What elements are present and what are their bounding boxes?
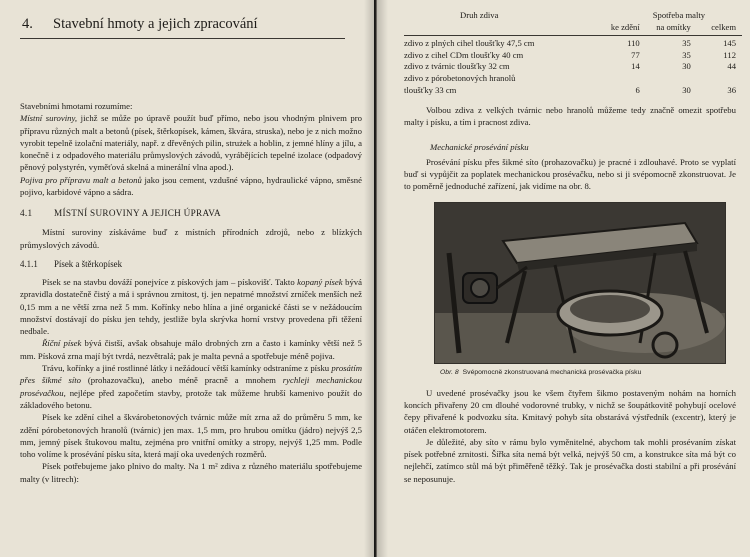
header-na-omitky: na omítky	[656, 21, 691, 32]
header-spotreba-malty: Spotřeba malty	[652, 10, 706, 20]
subsection-title: Písek a štěrkopísek	[54, 258, 123, 269]
cell-zdeni	[591, 73, 640, 85]
paragraph-kopany-pisek	[20, 276, 362, 337]
intro-text-2: jako jsou cement, vzdušné vápno, hydraulické vápno, směsné pojivo, karbidové vápno a sádra.	[20, 174, 362, 198]
chapter-title: Stavební hmoty a jejich zpracování	[53, 16, 258, 32]
photo-sieve-machine	[434, 202, 726, 364]
intro-term-1: Místní suroviny,	[20, 113, 78, 124]
table-row	[404, 38, 736, 50]
section-title: MÍSTNÍ SUROVINY A JEJICH ÚPRAVA	[54, 208, 221, 219]
cell-celkem	[691, 73, 736, 85]
section-number: 4.1	[20, 208, 33, 219]
cell-druh: zdivo z cihel CDm tloušťky 40 cm	[404, 49, 524, 60]
caption-text: Svépomocně zkonstruovaná mechanická prosévačka písku	[462, 368, 642, 376]
cell-zdeni: 6	[635, 84, 640, 95]
term-mechanicka-prosevacka: rychleji mechanickou prosévačkou,	[20, 375, 362, 398]
paragraph-zrnitost: Písek ke zdění cihel a škvárobetonových tvárnic může mít zrna až do průměru 5 mm, ke zdění pórobetonových hranolů (tvárnic) jen max. 1,5 mm, pro hrubou omítku (jádro) nejvýš 2,5 mm, jemný písek štukovou maltu, zejména pro vnitřní omítky a stropy, nejvýš 1,25 mm. Podle toho volíme k prosévání písku síta, která mají oka uvedených rozměrů.	[20, 412, 362, 460]
term-kopany-pisek: kopaný písek	[297, 276, 343, 287]
paragraph-sito: Je důležité, aby síto v rámu bylo vyměnitelné, abychom tak mohli prosévaním získat písek potřebné zrnitosti. Šířka síta nemá být velká, nejvýš 50 cm, a konstrukce síta má být co nejlehčí, zatímco stůl má být přiměřeně těžký. Tak je prosévačka dosti stabilní a při prosévání se neposunuje.	[404, 436, 736, 484]
cell-omitky: 30	[682, 61, 691, 72]
term-sikme-sito: prosátím přes šikmé síto	[20, 363, 362, 386]
intro-text-1: jichž se může po úpravě použít buď přímo, nebo jsou vhodným plnivem pro přípravu různých malt a betonů (písek, štěrkopísek, kámen, škvára, struska), nebo je z nich možno vyrobit tepelně izolační materiály, např. z dřevěných pilin, strużek a hoblin, z jemné hlíny a jílu, a konečně i z odpadového materiálu průmyslových závodů, vyrábějících tepelné izolace (odpadový pěnový polystyrén, vyměťová skelná a minerální vlna apod.).	[20, 113, 362, 173]
intro-heading: Stavebními hmotami rozumíme:	[20, 101, 133, 111]
text-fragment: bývá čistší, avšak obsahuje málo drobných zrn a často i kamínky větší než 5 mm. Písková zrna mají být tvrdá, nezvětralá; pak je malta pevná a spotřebuje méně pojiva.	[20, 338, 362, 361]
subsection-number: 4.1.1	[20, 258, 38, 269]
cell-druh: zdivo z plných cihel tloušťky 47,5 cm	[404, 38, 535, 49]
intro-paragraph-1	[20, 112, 362, 173]
paragraph-ricni-pisek	[20, 337, 362, 362]
chapter-heading	[22, 16, 362, 33]
cell-celkem: 145	[723, 38, 736, 49]
subheading-mechanicke-prosevani: Mechanické prosévání písku	[430, 141, 529, 152]
intro-term-2: Pojiva pro přípravu malt a betonů	[20, 174, 142, 185]
cell-omitky: 35	[682, 49, 691, 60]
paragraph-after-table: Volbou zdiva z velkých tvárnic nebo hranolů můžeme tedy značně omezit spotřebu malty i písku, a tím i pracnost zdiva.	[404, 105, 736, 128]
cell-celkem: 44	[727, 61, 736, 72]
cell-omitky	[640, 73, 691, 85]
table-body	[404, 38, 736, 96]
left-page	[0, 0, 374, 557]
text-fragment: bývá zpravidla dostatečně čistý a má i správnou zrnitost, tj. jen nepatrné množství zrníček menších než 0,15 mm a ne větší zrna než 5 mm. Kořínky nebo hlína a jiné organické části se v nežádoucím množství dostávají do písku jen tehdy, jestliže byla skrývka horní vrstvy provedena při těžení nedbale.	[20, 276, 362, 337]
cell-celkem: 36	[727, 84, 736, 95]
text-fragment: nejlépe před započetím stavby, protože tak můžeme hrubší kamenivo použít do základového betonu.	[20, 387, 362, 410]
intro-paragraph-2	[20, 174, 362, 199]
cell-omitky: 35	[682, 38, 691, 49]
cell-druh: zdivo z pórobetonových hranolů	[404, 72, 516, 83]
text-fragment: (prohazovačku), anebo méně pracně a mnohem	[81, 375, 283, 386]
table-row	[404, 61, 736, 73]
table-row	[404, 73, 736, 85]
cell-zdeni: 77	[631, 49, 640, 60]
text-fragment: Trávu, kořínky a jiné rostlinné látky i nežádoucí větší kamínky odstraníme z písku	[42, 363, 332, 374]
sieve-machine-illustration	[435, 203, 725, 363]
table-header-row	[404, 10, 736, 22]
header-celkem: celkem	[711, 21, 736, 32]
chapter-number: 4.	[22, 16, 33, 32]
cell-druh: tloušťky 33 cm	[404, 84, 457, 95]
term-ricni-pisek: Říční písek	[42, 338, 82, 349]
mortar-consumption-table	[404, 10, 736, 96]
caption-label: Obr. 8	[440, 368, 459, 376]
paragraph-popis-prosevacky: U uvedené prosévačky jsou ke všem čtyřem šikmo postaveným nohám na horních koncích přivařeny 20 cm dlouhé vodorovné trubky, v nichž se šoupátkovitě pohybují ocelové čepy přivařené k podvozku síta. Kmitavý pohyb síta obstarává výstředník (excentr), který je otáčen elektromotorem.	[404, 387, 736, 435]
paragraph-prosevani-pisku: Prosévání písku přes šikmé síto (prohazovačku) je pracné i zdlouhavé. Proto se vyplatí buď si vypůjčit za poplatek mechanickou prosévačku, nebo si ji svépomocně zkonstruovat. Je to poměrně jednoduché zařízení, jak vidíme na obr. 8.	[404, 156, 736, 192]
table-subheader-row	[404, 22, 736, 34]
right-page	[376, 0, 750, 557]
header-ke-zdeni: ke zdění	[610, 21, 640, 32]
table-row	[404, 50, 736, 62]
section-4-1-text: Místní suroviny získáváme buď z místních přírodních zdrojů, nebo z blízkých průmyslových závodů.	[20, 227, 362, 250]
figure-caption	[440, 369, 736, 376]
header-druh-zdiva: Druh zdiva	[460, 10, 499, 20]
cell-omitky: 30	[682, 84, 691, 95]
cell-zdeni: 14	[631, 61, 640, 72]
cell-celkem: 112	[723, 49, 736, 60]
table-row	[404, 85, 736, 97]
paragraph-spotreba: Písek potřebujeme jako plnivo do malty. Na 1 m² zdiva z různého materiálu spotřebujeme malty (v litrech):	[20, 461, 362, 484]
table-rule	[404, 35, 742, 36]
section-heading-4-1	[20, 208, 362, 218]
cell-zdeni: 110	[627, 38, 640, 49]
text-fragment: Písek se na stavbu dováží ponejvíce z pískových jam – pískovišť. Takto	[42, 276, 298, 287]
cell-druh: zdivo z tvárnic tloušťky 32 cm	[404, 61, 510, 72]
paragraph-prosevani	[20, 362, 362, 411]
section-heading-4-1-1	[20, 259, 362, 269]
book-gutter	[364, 0, 388, 557]
